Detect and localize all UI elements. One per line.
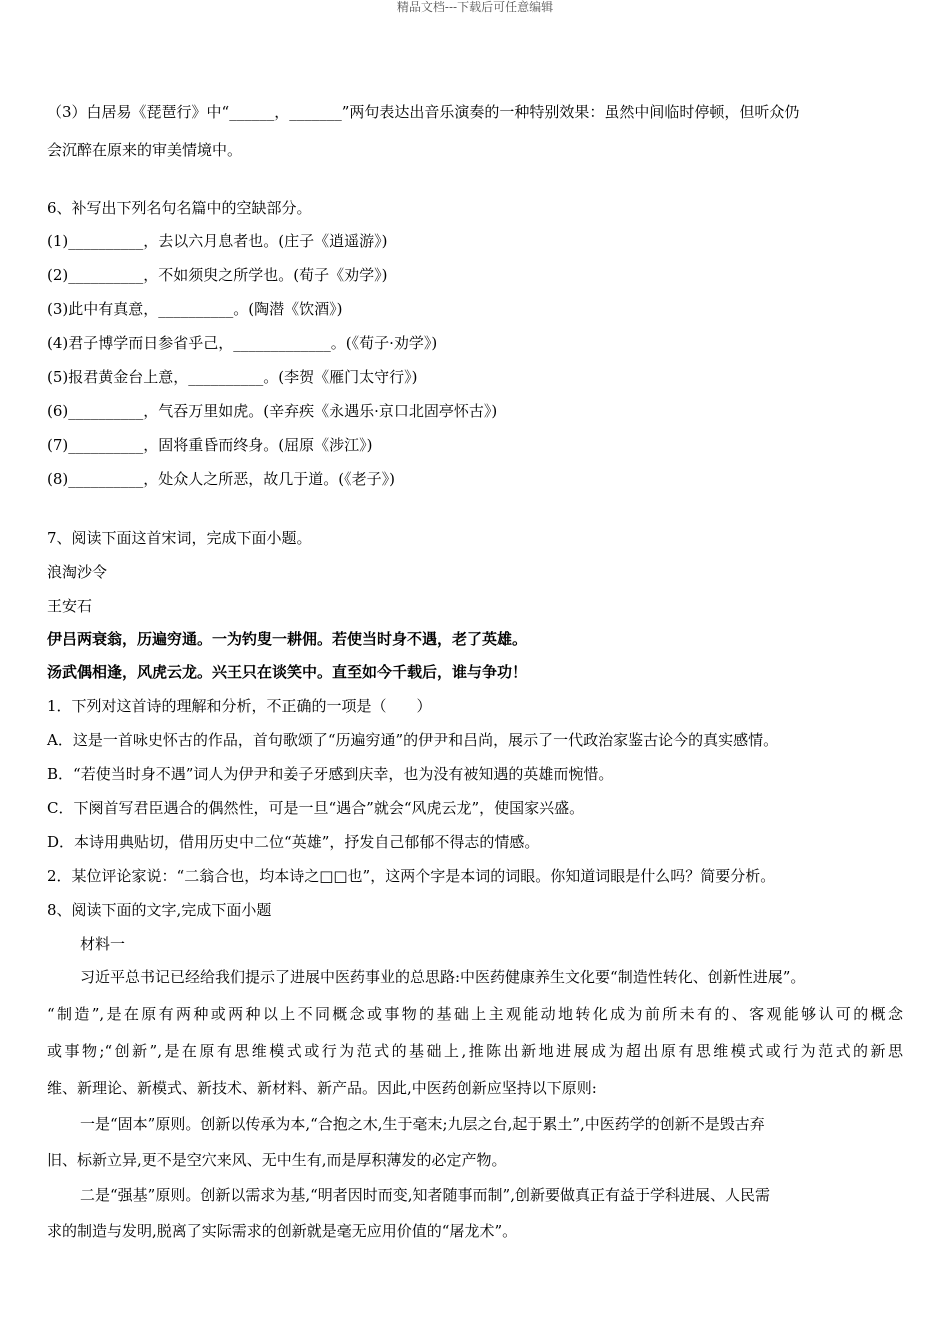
q6-item: (1)__________，去以六月息者也。(庄子《逍遥游》) xyxy=(47,232,388,250)
q6-item: (2)__________，不如须臾之所学也。(荀子《劝学》) xyxy=(47,266,388,284)
q7-sub-question-2: 2．某位评论家说：“二翁合也，均本诗之□□也”，这两个字是本词的词眼。你知道词眼是什么吗？简要分析。 xyxy=(47,867,776,885)
page-header: 精品文档---下载后可任意编辑 xyxy=(396,0,554,14)
passage-line: 一是“固本”原则。创新以传承为本,“合抱之木,生于毫末;九层之台,起于累土”,中医药学的创新不是毁古弃 xyxy=(80,1115,765,1133)
poem-title: 浪淘沙令 xyxy=(47,563,108,581)
passage-line: 或事物;“创新”,是在原有思维模式或行为范式的基础上,推陈出新地进展成为超出原有思维模式或行为范式的新思 xyxy=(47,1042,903,1060)
option-c: C．下阕首写君臣遇合的偶然性，可是一旦“遇合”就会“风虎云龙”，使国家兴盛。 xyxy=(47,799,585,817)
passage-line: 求的制造与发明,脱离了实际需求的创新就是毫无应用价值的“屠龙术”。 xyxy=(47,1222,518,1240)
q6-item: (6)__________，气吞万里如虎。(辛弃疾《永遇乐·京口北固亭怀古》) xyxy=(47,402,498,420)
q6-item: (8)__________，处众人之所恶，故几于道。(《老子》) xyxy=(47,470,395,488)
q6-item: (7)__________，固将重昏而终身。(屈原《涉江》) xyxy=(47,436,373,454)
poem-stanza-2: 汤武偶相逢，风虎云龙。兴王只在谈笑中。直至如今千载后，谁与争功！ xyxy=(47,663,528,681)
q6-item: (5)报君黄金台上意，__________。(李贺《雁门太守行》) xyxy=(47,368,418,386)
option-b: B．“若使当时身不遇”词人为伊尹和姜子牙感到庆幸，也为没有被知遇的英雄而惋惜。 xyxy=(47,765,614,783)
passage-line: 旧、标新立异,更不是空穴来风、无中生有,而是厚积薄发的必定产物。 xyxy=(47,1151,507,1169)
option-a: A．这是一首咏史怀古的作品，首句歌颂了“历遍穷通”的伊尹和吕尚，展示了一代政治家鉴古论今的真实感情。 xyxy=(47,731,779,749)
poem-stanza-1: 伊吕两衰翁，历遍穷通。一为钓叟一耕佣。若使当时身不遇，老了英雄。 xyxy=(47,630,528,648)
q3-line-2: 会沉醉在原来的审美情境中。 xyxy=(47,141,243,159)
q7-sub-question-1: 1．下列对这首诗的理解和分析，不正确的一项是（ ） xyxy=(47,697,432,715)
passage-line: “制造”,是在原有两种或两种以上不同概念或事物的基础上主观能动地转化成为前所未有的、客观能够认可的概念 xyxy=(47,1005,903,1023)
passage-line: 维、新理论、新模式、新技术、新材料、新产品。因此,中医药创新应坚持以下原则: xyxy=(47,1079,597,1097)
passage-line: 习近平总书记已经给我们提示了进展中医药事业的总思路:中医药健康养生文化要“制造性转化、创新性进展”。 xyxy=(80,968,806,986)
passage-line: 二是“强基”原则。创新以需求为基,“明者因时而变,知者随事而制”,创新要做真正有益于学科进展、人民需 xyxy=(80,1186,770,1204)
poem-author: 王安石 xyxy=(47,597,93,615)
q7-title: 7、阅读下面这首宋词，完成下面小题。 xyxy=(47,529,312,547)
q6-item: (4)君子博学而日参省乎己，_____________。(《荀子·劝学》) xyxy=(47,334,438,352)
q6-item: (3)此中有真意，__________。(陶潜《饮酒》) xyxy=(47,300,343,318)
q8-title: 8、阅读下面的文字,完成下面小题 xyxy=(47,901,272,919)
material-heading: 材料一 xyxy=(80,935,126,953)
q6-title: 6、补写出下列名句名篇中的空缺部分。 xyxy=(47,199,312,217)
option-d: D．本诗用典贴切，借用历史中二位“英雄”，抒发自己郁郁不得志的情感。 xyxy=(47,833,540,851)
q3-line-1: （3）白居易《琵琶行》中“______，_______”两句表达出音乐演奏的一种特别效果：虽然中间临时停顿，但听众仍 xyxy=(47,103,800,121)
